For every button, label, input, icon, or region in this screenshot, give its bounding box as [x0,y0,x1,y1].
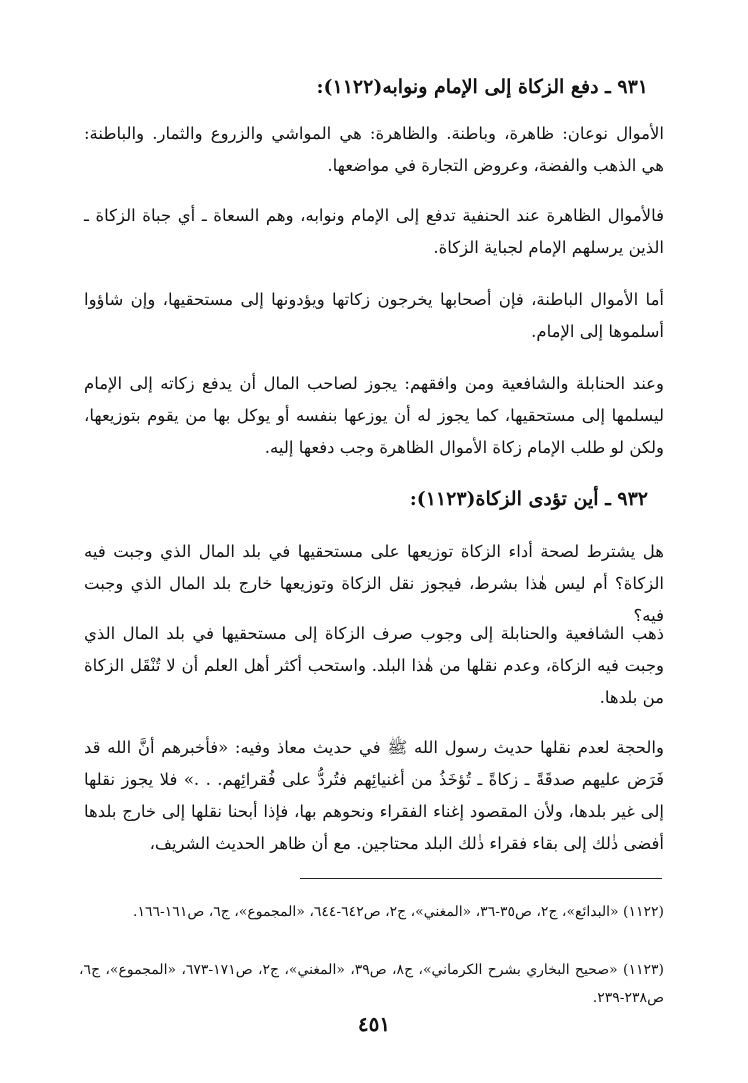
paragraph: ذهب الشافعية والحنابلة إلى وجوب صرف الزكاة إلى مستحقيها في بلد المال الذي وجبت فيه الزكاة، وعدم نقلها من هٰذا البلد. واستحب أكثر أهل العلم أن لا تُنْقَل الزكاة من بلدها. [84,624,664,707]
paragraph: أما الأموال الباطنة، فإن أصحابها يخرجون زكاتها ويؤدونها إلى مستحقيها، وإن شاؤوا أسلموها إلى الإمام. [84,290,664,341]
paragraph: الأموال نوعان: ظاهرة، وباطنة. والظاهرة: هي المواشي والزروع والثمار. والباطنة: هي الذهب والفضة، وعروض التجارة في مواضعها. [84,124,664,175]
page-number: ٤٥١ [357,1012,391,1036]
section-heading-931: ٩٣١ ـ دفع الزكاة إلى الإمام ونوابه(١١٢٢): [316,76,648,98]
paragraph: فالأموال الظاهرة عند الحنفية تدفع إلى الإمام ونوابه، وهم السعاة ـ أي جباة الزكاة ـ الذين يرسلهم الإمام لجباية الزكاة. [84,206,664,257]
section-heading-932: ٩٣٢ ـ أين تؤدى الزكاة(١١٢٣): [409,488,648,510]
footnote-separator [300,878,662,879]
footnote: (١١٢٣) «صحيح البخاري بشرح الكرماني»، ج٨، ص٣٩، «المغني»، ج٢، ص١٧١-٦٧٣، «المجموع»، ج٦، ص٢٣٨-٢٣٩. [79,962,664,1006]
footnote: (١١٢٢) «البدائع»، ج٢، ص٣٥-٣٦، «المغني»، ج٢، ص٦٤٢-٦٤٤، «المجموع»، ج٦، ص١٦١-١٦٦. [133,904,664,920]
paragraph: وعند الحنابلة والشافعية ومن وافقهم: يجوز لصاحب المال أن يدفع زكاته إلى الإمام ليسلمها إلى مستحقيها، كما يجوز له أن يوزعها بنفسه أو يوكل بها من يقوم بتوزيعها، ولكن لو طلب الإمام زكاة الأموال الظاهرة وجب دفعها إليه. [84,374,664,457]
paragraph: والحجة لعدم نقلها حديث رسول الله ﷺ في حديث معاذ وفيه: «فأخبرهم أنَّ الله قد فَرَض عليهم صدقَةً ـ زكاةً ـ تُؤخَذُ من أغنيائِهم فتُردُّ على فُقرائِهم. . .» فلا يجوز نقلها إلى غير بلدها، ولأن المقصود إغناء الفقراء ونحوهم بها، فإذا أبحنا نقلها إلى خارج بلدها أفضى ذٰلك إلى بقاء فقراء ذٰلك البلد محتاجين. مع أن ظاهر الحديث الشريف، [84,738,664,853]
paragraph: هل يشترط لصحة أداء الزكاة توزيعها على مستحقيها في بلد المال الذي وجبت فيه الزكاة؟ أم ليس هٰذا بشرط، فيجوز نقل الزكاة وتوزيعها خارج بلد المال الذي وجبت فيه؟ [84,542,664,625]
